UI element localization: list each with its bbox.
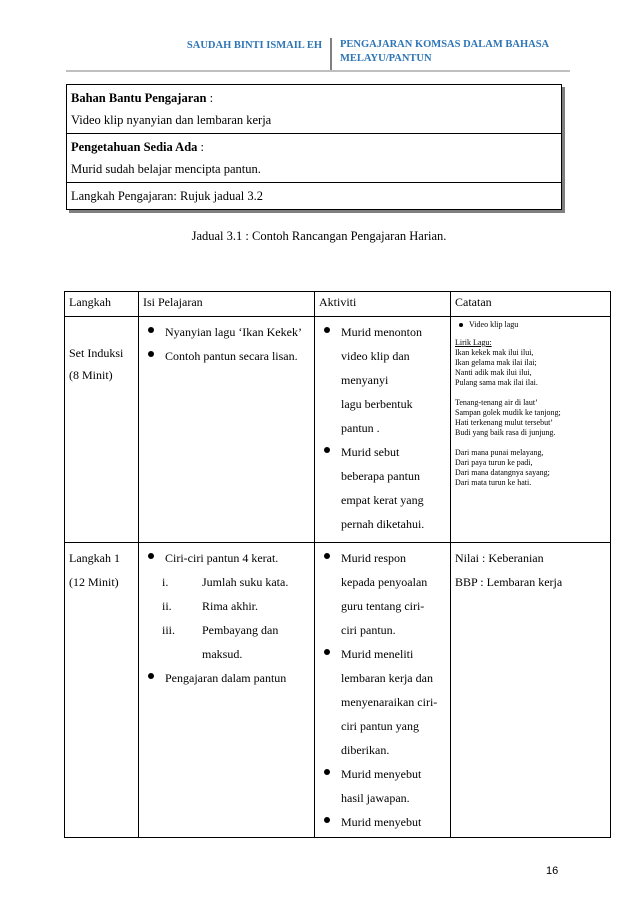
catatan-nilai: Nilai : Keberanian xyxy=(455,551,544,565)
roman-text: Rima akhir. xyxy=(202,599,258,613)
verse2-line: Tenang-tenang air di laut’ xyxy=(455,398,538,407)
text-line: Murid menyebut xyxy=(341,815,422,829)
text-line: Murid meneliti xyxy=(341,647,414,661)
verse3-line: Dari paya turun ke padi, xyxy=(455,458,533,467)
roman-num xyxy=(162,642,202,666)
table-row xyxy=(65,317,611,543)
info-pengetahuan xyxy=(67,134,561,183)
list-item xyxy=(319,320,446,440)
roman-num: ii. xyxy=(162,599,172,613)
info-box xyxy=(66,84,562,210)
text-line: menyenaraikan ciri- xyxy=(341,695,438,709)
row2-time: (12 Minit) xyxy=(69,575,119,589)
row2-aktiviti-cell xyxy=(315,543,451,838)
list-item xyxy=(319,642,446,762)
header-author: SAUDAH BINTI ISMAIL EH xyxy=(186,40,322,51)
isi-bullet1-text: Ciri-ciri pantun 4 kerat. xyxy=(165,551,279,565)
verse2-line: Sampan golek mudik ke tanjong; xyxy=(455,408,561,417)
table-caption: Jadual 3.1 : Contoh Rancangan Pengajaran Harian. xyxy=(191,229,447,243)
text-line: guru tentang ciri- xyxy=(341,599,425,613)
text-line: pernah diketahui. xyxy=(341,517,425,531)
text-line: ciri pantun. xyxy=(341,623,396,637)
roman-item xyxy=(162,618,310,642)
lesson-plan-table xyxy=(64,291,611,838)
bahan-colon: : xyxy=(206,91,214,105)
roman-list xyxy=(162,570,310,666)
row2-step: Langkah 1 xyxy=(69,551,120,565)
list-item: Nyanyian lagu ‘Ikan Kekek’ xyxy=(143,320,310,344)
text-line: empat kerat yang xyxy=(341,493,424,507)
langkah-text: Langkah Pengajaran: Rujuk jadual 3.2 xyxy=(71,189,263,203)
row1-step: Set Induksi xyxy=(69,346,124,360)
bahan-label: Bahan Bantu Pengajaran xyxy=(71,91,207,105)
text-line: Murid menyebut xyxy=(341,767,422,781)
verse1-line: Ikan gelama mak ilai ilai; xyxy=(455,358,537,367)
row1-aktiviti-cell xyxy=(315,317,451,543)
row1-time: (8 Minit) xyxy=(69,368,113,382)
verse1-line: Ikan kekek mak ilui ilui, xyxy=(455,348,534,357)
list-item xyxy=(319,546,446,642)
text-line: Murid menonton xyxy=(341,325,422,339)
list-item: Video klip lagu xyxy=(455,320,606,330)
bahan-value: Video klip nyanyian dan lembaran kerja xyxy=(71,113,272,127)
row2-step-cell xyxy=(65,543,139,838)
row1-isi-cell xyxy=(139,317,315,543)
roman-text: maksud. xyxy=(202,647,243,661)
header-aktiviti: Aktiviti xyxy=(315,292,451,317)
verse3-line: Dari mata turun ke hati. xyxy=(455,478,532,487)
roman-text: Jumlah suku kata. xyxy=(202,575,289,589)
header-langkah: Langkah xyxy=(65,292,139,317)
header-isi: Isi Pelajaran xyxy=(139,292,315,317)
roman-num: i. xyxy=(162,575,169,589)
header-title-line2: MELAYU/PANTUN xyxy=(340,53,432,64)
roman-num: iii. xyxy=(162,623,176,637)
verse1-line: Nanti adik mak ilui ilui, xyxy=(455,368,532,377)
verse2-line: Budi yang baik rasa di junjung. xyxy=(455,428,556,437)
list-item: Contoh pantun secara lisan. xyxy=(143,344,310,368)
table-row xyxy=(65,543,611,838)
list-item xyxy=(319,440,446,536)
list-item xyxy=(143,546,310,666)
roman-item xyxy=(162,642,310,666)
verse3-line: Dari mana punai melayang, xyxy=(455,448,544,457)
text-line: ciri pantun yang xyxy=(341,719,419,733)
text-line: hasil jawapan. xyxy=(341,791,410,805)
header-catatan: Catatan xyxy=(451,292,611,317)
catatan-bbp: BBP : Lembaran kerja xyxy=(455,575,563,589)
text-line: pantun . xyxy=(341,421,380,435)
roman-item xyxy=(162,594,310,618)
header-title-line1: PENGAJARAN KOMSAS DALAM BAHASA xyxy=(340,39,550,50)
verse2-line: Hati terkenang mulut tersebut’ xyxy=(455,418,553,427)
verse1-line: Pulang sama mak ilai ilai. xyxy=(455,378,538,387)
pengetahuan-value: Murid sudah belajar mencipta pantun. xyxy=(71,162,261,176)
lirik-label: Lirik Lagu: xyxy=(455,338,492,347)
pengetahuan-label: Pengetahuan Sedia Ada xyxy=(71,140,198,154)
info-bahan xyxy=(67,85,561,134)
list-item xyxy=(319,810,446,834)
row2-catatan-cell xyxy=(451,543,611,838)
table-header-row xyxy=(65,292,611,317)
text-line: video klip dan xyxy=(341,349,410,363)
text-line: lembaran kerja dan xyxy=(341,671,433,685)
page-number: 16 xyxy=(546,865,559,877)
row1-step-cell xyxy=(65,317,139,543)
text-line: beberapa pantun xyxy=(341,469,420,483)
text-line: diberikan. xyxy=(341,743,390,757)
header-divider xyxy=(66,70,570,72)
list-item: Pengajaran dalam pantun xyxy=(143,666,310,690)
roman-item xyxy=(162,570,310,594)
text-line: Murid respon xyxy=(341,551,406,565)
roman-text: Pembayang dan xyxy=(202,623,279,637)
text-line: menyanyi xyxy=(341,373,389,387)
text-line: Murid sebut xyxy=(341,445,400,459)
info-langkah xyxy=(67,183,561,209)
row2-isi-cell xyxy=(139,543,315,838)
row1-catatan-cell xyxy=(451,317,611,543)
list-item xyxy=(319,762,446,810)
header-title xyxy=(330,38,580,70)
pengetahuan-colon: : xyxy=(197,140,205,154)
text-line: lagu berbentuk xyxy=(341,397,413,411)
verse3-line: Dari mana datangnya sayang; xyxy=(455,468,550,477)
text-line: kepada penyoalan xyxy=(341,575,428,589)
